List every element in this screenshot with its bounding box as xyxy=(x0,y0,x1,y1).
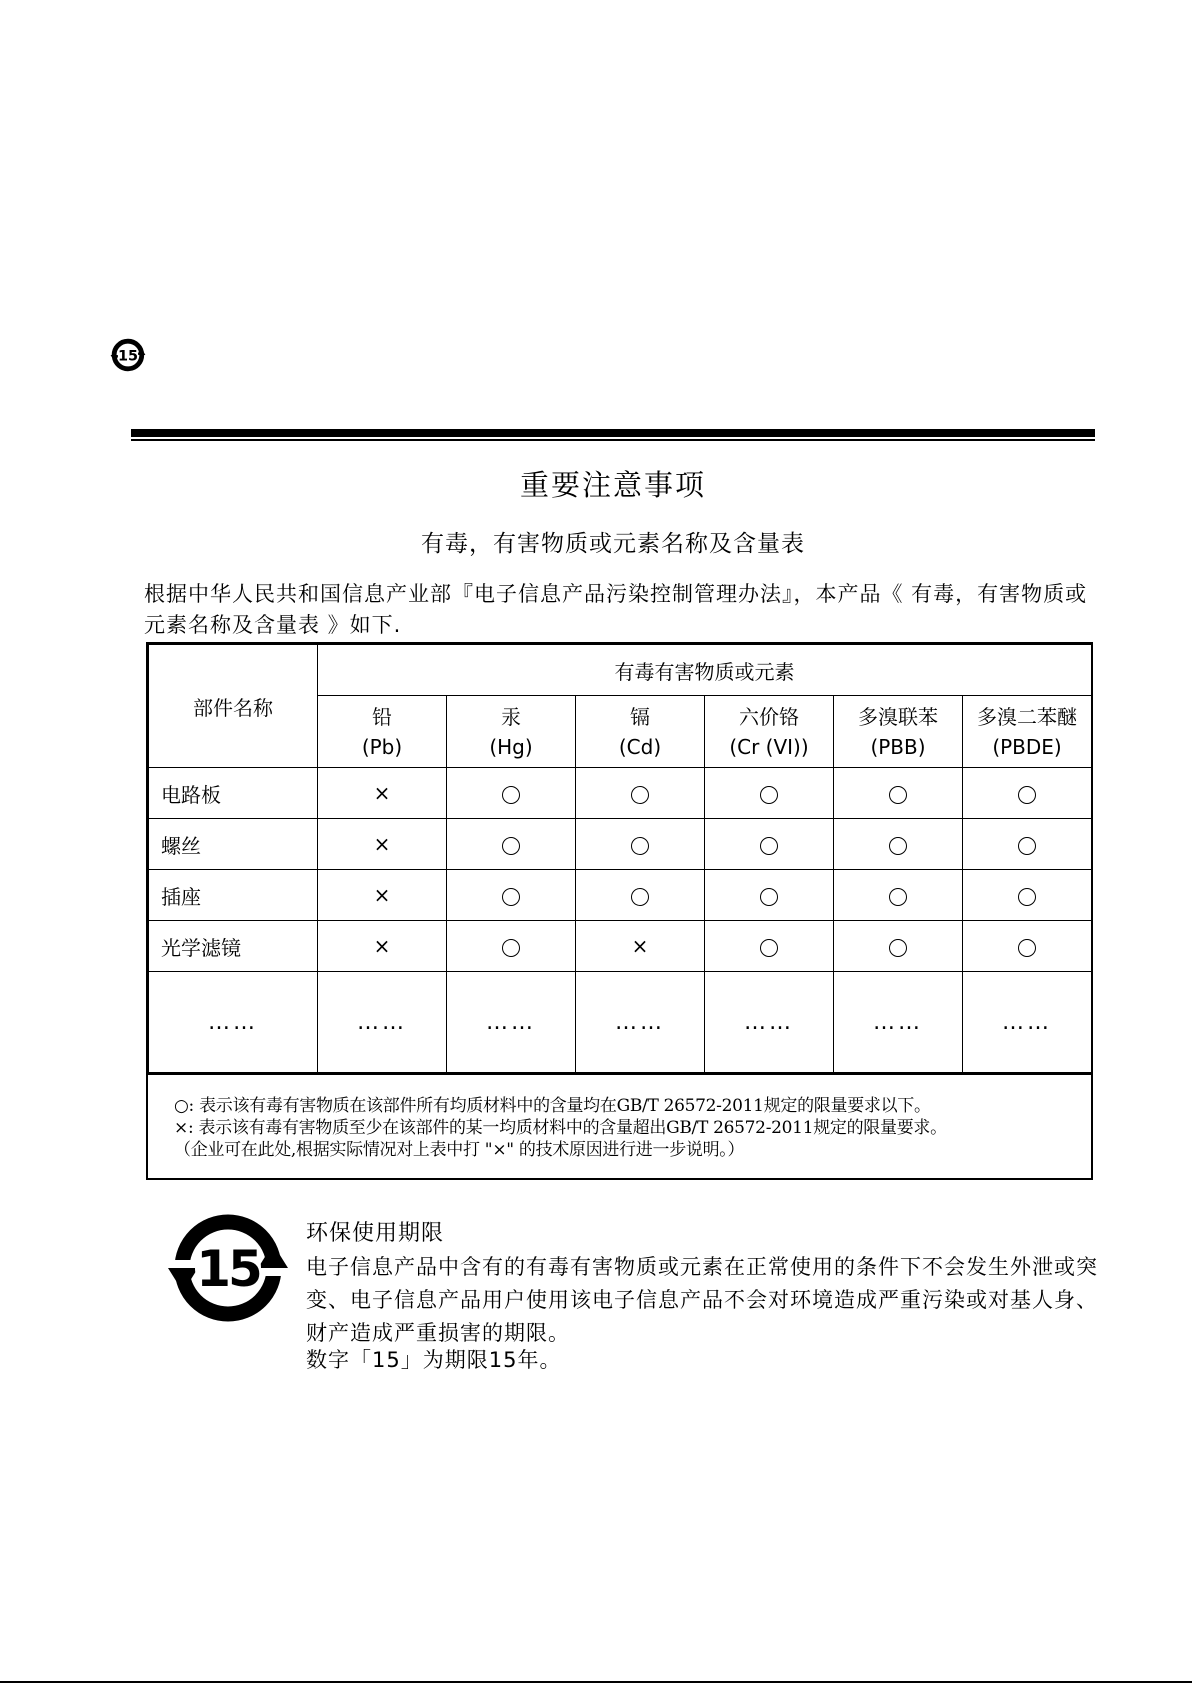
cross-mark: × xyxy=(373,781,391,805)
content-cell xyxy=(318,819,447,870)
circle-mark xyxy=(889,786,907,804)
eco-period-note: 数字「15」为期限15年。 xyxy=(306,1348,562,1372)
content-cell xyxy=(834,870,963,921)
content-cell xyxy=(318,768,447,819)
content-cell xyxy=(834,819,963,870)
eco-period-title: 环保使用期限 xyxy=(306,1221,445,1246)
circle-mark xyxy=(1018,939,1036,957)
table-legend xyxy=(148,1073,1091,1161)
substance-group-header: 有毒有害物质或元素 xyxy=(318,645,1092,696)
page-title: 重要注意事项 xyxy=(519,468,706,502)
content-cell xyxy=(576,768,705,819)
legend-line-note: （企业可在此处,根据实际情况对上表中打 "×" 的技术原因进行进一步说明。） xyxy=(174,1140,745,1160)
circle-mark xyxy=(1018,786,1036,804)
part-name-cell: 插座 xyxy=(149,870,318,921)
content-cell xyxy=(963,768,1092,819)
part-name-header: 部件名称 xyxy=(149,645,318,768)
ellipsis-cell: …… xyxy=(834,972,963,1073)
cross-mark: × xyxy=(373,883,391,907)
content-cell xyxy=(963,870,1092,921)
environment-protection-period-15-icon xyxy=(168,1212,288,1324)
circle-mark xyxy=(760,786,778,804)
circle-mark xyxy=(1018,837,1036,855)
logo-number: 15 xyxy=(196,1240,260,1298)
circle-mark xyxy=(889,888,907,906)
circle-mark xyxy=(889,837,907,855)
header-rule-thin xyxy=(131,439,1095,441)
circle-mark xyxy=(502,888,520,906)
circle-mark xyxy=(760,837,778,855)
content-cell xyxy=(705,921,834,972)
cross-mark: × xyxy=(631,934,649,958)
content-cell xyxy=(705,819,834,870)
ellipsis-cell: …… xyxy=(149,972,318,1073)
content-cell xyxy=(447,819,576,870)
content-cell xyxy=(318,921,447,972)
footer-rule xyxy=(0,1681,1192,1683)
circle-mark xyxy=(502,939,520,957)
circle-mark xyxy=(1018,888,1036,906)
content-cell xyxy=(705,768,834,819)
table-row xyxy=(149,819,1092,870)
logo-number: 15 xyxy=(117,348,139,365)
part-name-cell: 电路板 xyxy=(149,768,318,819)
circle-mark xyxy=(889,939,907,957)
ellipsis-cell: …… xyxy=(705,972,834,1073)
circle-mark xyxy=(760,939,778,957)
intro-paragraph: 根据中华人民共和国信息产业部『电子信息产品污染控制管理办法』，本产品《 有毒，有害物质或元素名称及含量表 》如下. xyxy=(144,582,1088,637)
content-cell xyxy=(963,921,1092,972)
cross-mark: × xyxy=(373,934,391,958)
content-cell xyxy=(834,768,963,819)
table-row xyxy=(149,870,1092,921)
circle-mark xyxy=(760,888,778,906)
table-row xyxy=(149,768,1092,819)
part-name-cell: 光学滤镜 xyxy=(149,921,318,972)
substance-header: 铅 (Pb) xyxy=(318,696,447,768)
cross-mark: × xyxy=(373,832,391,856)
substance-header: 六价铬 (Cr (VI)) xyxy=(705,696,834,768)
ellipsis-cell: …… xyxy=(447,972,576,1073)
legend-line-cross: ×: 表示该有毒有害物质至少在该部件的某一均质材料中的含量超出GB/T 26572-2011规定的限量要求。 xyxy=(174,1118,947,1138)
ellipsis-cell: …… xyxy=(963,972,1092,1073)
content-cell xyxy=(447,921,576,972)
circle-mark xyxy=(502,837,520,855)
content-cell xyxy=(576,921,705,972)
substance-header: 多溴二苯醚 (PBDE) xyxy=(963,696,1092,768)
ellipsis-cell: …… xyxy=(576,972,705,1073)
ellipsis-cell: …… xyxy=(318,972,447,1073)
substance-header: 多溴联苯 (PBB) xyxy=(834,696,963,768)
eco-period-description: 电子信息产品中含有的有毒有害物质或元素在正常使用的条件下不会发生外泄或突变、电子信息产品用户使用该电子信息产品不会对环境造成严重污染或对基人身、财产造成严重损害的期限。 xyxy=(306,1255,1098,1345)
content-cell xyxy=(576,870,705,921)
content-cell xyxy=(447,768,576,819)
legend-line-circle: ○: 表示该有毒有害物质在该部件所有均质材料中的含量均在GB/T 26572-2011规定的限量要求以下。 xyxy=(174,1096,931,1116)
ellipsis-row xyxy=(149,972,1092,1073)
header-rule-thick xyxy=(131,429,1095,437)
substance-header: 镉 (Cd) xyxy=(576,696,705,768)
substance-header: 汞 (Hg) xyxy=(447,696,576,768)
circle-mark xyxy=(631,837,649,855)
content-cell xyxy=(447,870,576,921)
hazard-substance-table xyxy=(148,644,1092,1073)
content-cell xyxy=(318,870,447,921)
content-cell xyxy=(576,819,705,870)
circle-mark xyxy=(631,888,649,906)
eco-period-section xyxy=(306,1217,1106,1350)
content-cell xyxy=(705,870,834,921)
environment-protection-period-15-icon xyxy=(110,338,146,372)
content-cell xyxy=(963,819,1092,870)
content-cell xyxy=(834,921,963,972)
part-name-cell: 螺丝 xyxy=(149,819,318,870)
hazard-table-frame xyxy=(146,642,1093,1180)
circle-mark xyxy=(502,786,520,804)
table-row xyxy=(149,921,1092,972)
circle-mark xyxy=(631,786,649,804)
page-subtitle: 有毒，有害物质或元素名称及含量表 xyxy=(421,531,805,557)
